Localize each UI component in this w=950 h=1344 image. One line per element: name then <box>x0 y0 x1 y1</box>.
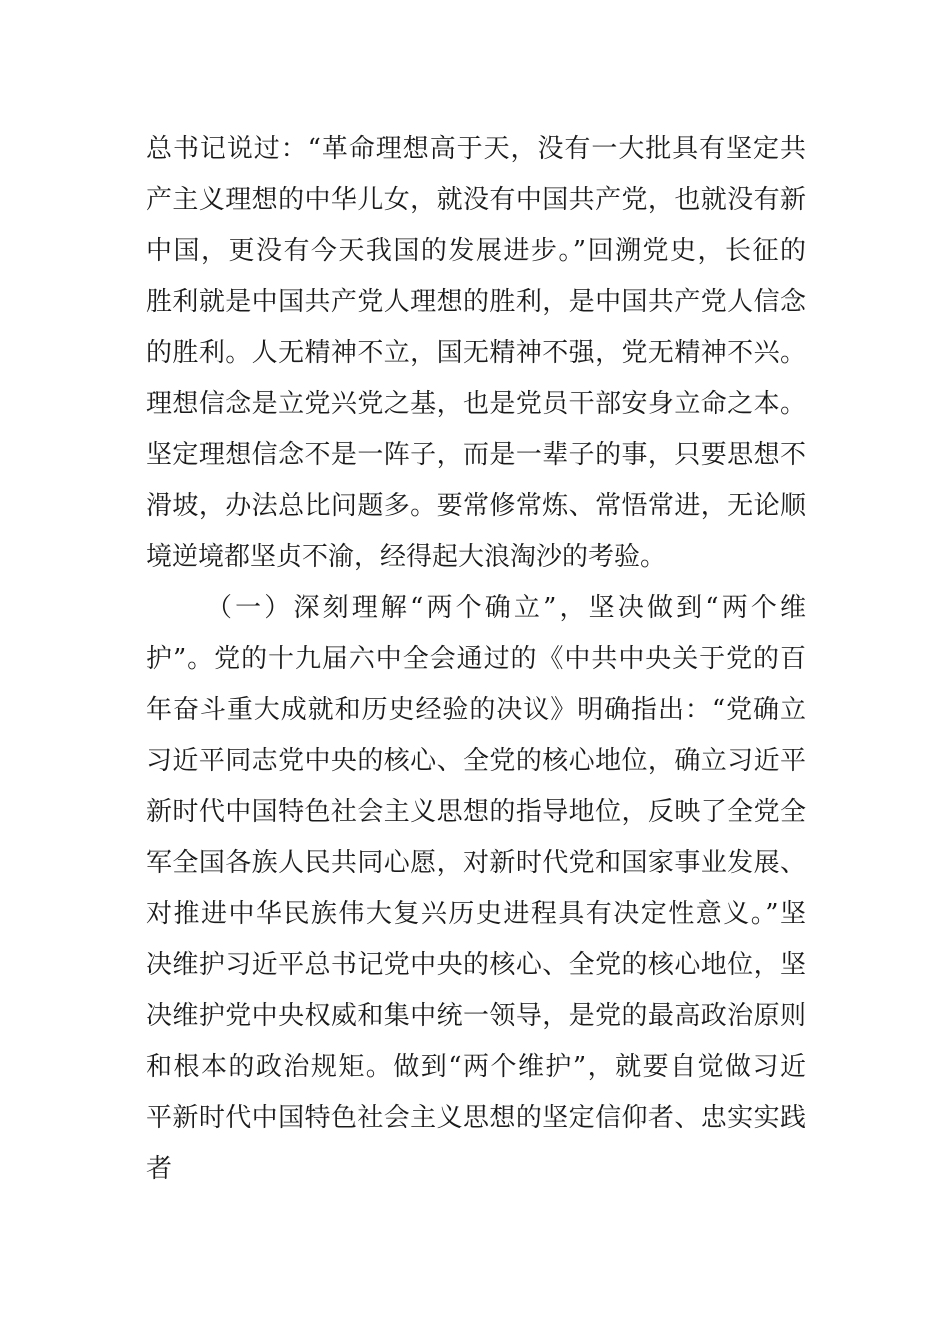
text-line: 护”。党的十九届六中全会通过的《中共中央关于党的百 <box>146 644 806 674</box>
text-line: 习近平同志党中央的核心、全党的核心地位，确立习近平 <box>146 746 806 776</box>
text-line: 境逆境都坚贞不渝，经得起大浪淘沙的考验。 <box>146 542 667 572</box>
text-line: 产主义理想的中华儿女，就没有中国共产党，也就没有新 <box>146 185 806 215</box>
text-line: 中国，更没有今天我国的发展进步。”回溯党史，长征的 <box>146 236 806 266</box>
paragraph-2 <box>146 583 806 1195</box>
text-line: 决维护习近平总书记党中央的核心、全党的核心地位，坚 <box>146 950 806 980</box>
text-line: 新时代中国特色社会主义思想的指导地位，反映了全党全 <box>146 797 806 827</box>
text-line: 者 <box>146 1154 173 1184</box>
text-line: 滑坡，办法总比问题多。要常修常炼、常悟常进，无论顺 <box>146 491 806 521</box>
text-line: 胜利就是中国共产党人理想的胜利，是中国共产党人信念 <box>146 287 806 317</box>
paragraph-1 <box>146 124 806 583</box>
text-line: 理想信念是立党兴党之基，也是党员干部安身立命之本。 <box>146 389 806 419</box>
text-line: 平新时代中国特色社会主义思想的坚定信仰者、忠实实践 <box>146 1103 806 1133</box>
text-line: 年奋斗重大成就和历史经验的决议》明确指出：“党确立 <box>146 695 806 725</box>
text-line: 的胜利。人无精神不立，国无精神不强，党无精神不兴。 <box>146 338 806 368</box>
text-line: 军全国各族人民共同心愿，对新时代党和国家事业发展、 <box>146 848 806 878</box>
text-line: 对推进中华民族伟大复兴历史进程具有决定性意义。”坚 <box>146 899 806 929</box>
text-line: 和根本的政治规矩。做到“两个维护”，就要自觉做习近 <box>146 1052 806 1082</box>
section-heading-line: （一）深刻理解“两个确立”，坚决做到“两个维 <box>206 593 806 623</box>
text-line: 坚定理想信念不是一阵子，而是一辈子的事，只要思想不 <box>146 440 806 470</box>
text-line: 总书记说过：“革命理想高于天，没有一大批具有坚定共 <box>146 134 806 164</box>
document-body <box>146 124 806 1195</box>
text-line: 决维护党中央权威和集中统一领导，是党的最高政治原则 <box>146 1001 806 1031</box>
